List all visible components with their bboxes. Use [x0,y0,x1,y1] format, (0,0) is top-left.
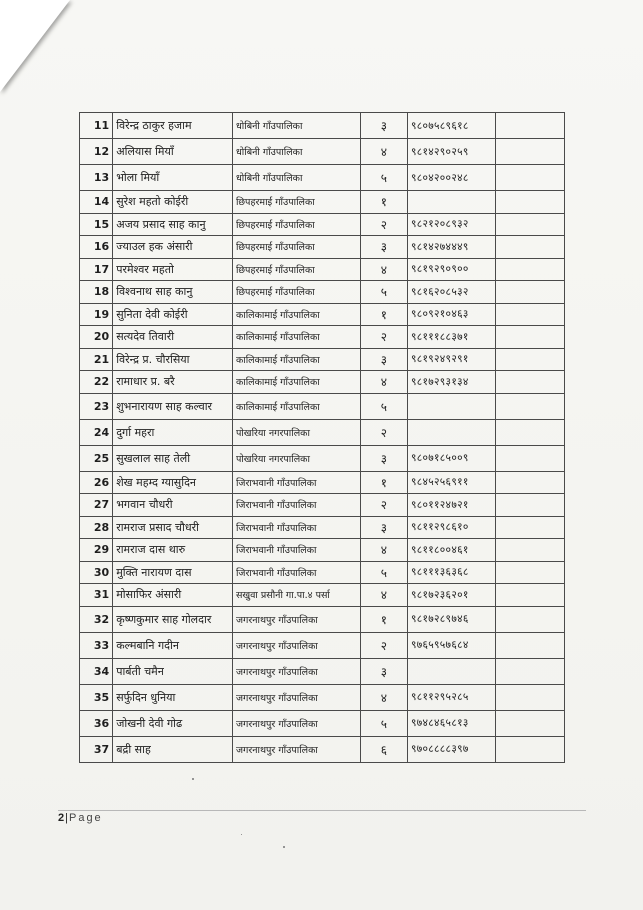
ward-cell: ५ [360,165,407,191]
municipality-cell: जिराभवानी गाँउपालिका [232,494,360,517]
name-cell: कृष्णकुमार साह गोलदार [113,606,233,632]
municipality-cell: जिराभवानी गाँउपालिका [232,516,360,539]
blank-cell [495,445,564,471]
serial-number-cell: 36 [80,710,113,736]
name-cell: सुखलाल साह तेली [113,445,233,471]
municipality-cell: जगरनाथपुर गाँउपालिका [232,606,360,632]
blank-cell [495,494,564,517]
phone-cell: ९८०७५८९६१८ [408,113,496,139]
ward-cell: १ [360,191,407,214]
blank-cell [495,236,564,259]
name-cell: अजय प्रसाद साह कानु [113,213,233,236]
serial-number-cell: 31 [80,584,113,607]
phone-cell: ९८०४२००२४८ [408,165,496,191]
serial-number-cell: 16 [80,236,113,259]
municipality-cell: पोखरिया नगरपालिका [232,445,360,471]
serial-number-cell: 23 [80,393,113,419]
serial-number-cell: 25 [80,445,113,471]
serial-number-cell: 35 [80,684,113,710]
name-cell: भगवान चौधरी [113,494,233,517]
municipality-cell: छिपहरमाई गाँउपालिका [232,213,360,236]
name-cell: सुनिता देवी कोईरी [113,303,233,326]
ward-cell: ३ [360,516,407,539]
phone-cell: ९८४५२५६९११ [408,471,496,494]
phone-cell: ९८२१२०८९३२ [408,213,496,236]
blank-cell [495,326,564,349]
ward-cell: ५ [360,281,407,304]
name-cell: मोसाफिर अंसारी [113,584,233,607]
ward-cell: ४ [360,258,407,281]
serial-number-cell: 17 [80,258,113,281]
ward-cell: ४ [360,139,407,165]
table-row [80,139,565,165]
table-row [80,658,565,684]
blank-cell [495,584,564,607]
name-cell: सुरेश महतो कोईरी [113,191,233,214]
phone-cell [408,419,496,445]
municipality-cell: छिपहरमाई गाँउपालिका [232,191,360,214]
page-number: 2 [58,812,65,824]
footer-rule [58,810,586,811]
ward-cell: २ [360,632,407,658]
table-row [80,113,565,139]
blank-cell [495,258,564,281]
ward-cell: ५ [360,561,407,584]
blank-cell [495,139,564,165]
municipality-cell: धोबिनी गाँउपालिका [232,165,360,191]
blank-cell [495,658,564,684]
serial-number-cell: 24 [80,419,113,445]
table-row [80,258,565,281]
table-row [80,516,565,539]
blank-cell [495,471,564,494]
name-cell: रामराज दास थारु [113,539,233,562]
name-cell: विश्वनाथ साह कानु [113,281,233,304]
table-row [80,494,565,517]
ward-cell: ३ [360,113,407,139]
municipality-cell: कालिकामाई गाँउपालिका [232,326,360,349]
name-cell: विरेन्द्र प्र. चौरसिया [113,348,233,371]
table-row [80,684,565,710]
name-cell: पार्बती चमैन [113,658,233,684]
table-row [80,419,565,445]
municipality-cell: कालिकामाई गाँउपालिका [232,393,360,419]
name-cell: कल्मबानि गदीन [113,632,233,658]
serial-number-cell: 18 [80,281,113,304]
table-row [80,445,565,471]
municipality-cell: जिराभवानी गाँउपालिका [232,471,360,494]
phone-cell: ९७४८४६५८१३ [408,710,496,736]
ward-cell: ६ [360,736,407,762]
phone-cell [408,393,496,419]
ward-cell: ४ [360,371,407,394]
blank-cell [495,710,564,736]
name-cell: रामराज प्रसाद चौधरी [113,516,233,539]
blank-cell [495,684,564,710]
blank-cell [495,539,564,562]
blank-cell [495,736,564,762]
table-row [80,348,565,371]
name-cell: दुर्गा महरा [113,419,233,445]
ward-cell: १ [360,606,407,632]
serial-number-cell: 11 [80,113,113,139]
serial-number-cell: 32 [80,606,113,632]
name-cell: सर्फुदिन धुनिया [113,684,233,710]
table-row [80,736,565,762]
ward-cell: ४ [360,539,407,562]
name-cell: शेख महम्द ग्यासुदिन [113,471,233,494]
municipality-cell: छिपहरमाई गाँउपालिका [232,281,360,304]
municipality-cell: कालिकामाई गाँउपालिका [232,348,360,371]
phone-cell: ९८१९२९०९०० [408,258,496,281]
municipality-cell: धोबिनी गाँउपालिका [232,139,360,165]
ward-cell: ५ [360,710,407,736]
serial-number-cell: 33 [80,632,113,658]
name-cell: ज्याउल हक अंसारी [113,236,233,259]
phone-cell: ९७६५९५७६८४ [408,632,496,658]
name-cell: विरेन्द्र ठाकुर हजाम [113,113,233,139]
name-cell: भोला मियाँ [113,165,233,191]
table-row [80,165,565,191]
table-row [80,281,565,304]
municipality-cell: जिराभवानी गाँउपालिका [232,561,360,584]
scan-speck [283,846,285,848]
ward-cell: २ [360,213,407,236]
blank-cell [495,632,564,658]
ward-cell: १ [360,303,407,326]
municipality-cell: जगरनाथपुर गाँउपालिका [232,658,360,684]
contact-roster-table [79,112,565,763]
roster-table-body [80,113,565,763]
table-row [80,471,565,494]
blank-cell [495,165,564,191]
municipality-cell: धोबिनी गाँउपालिका [232,113,360,139]
blank-cell [495,606,564,632]
table-row [80,393,565,419]
table-row [80,584,565,607]
serial-number-cell: 29 [80,539,113,562]
table-row [80,561,565,584]
phone-cell: ९८१९२४९२९१ [408,348,496,371]
table-row [80,371,565,394]
blank-cell [495,113,564,139]
serial-number-cell: 26 [80,471,113,494]
municipality-cell: पोखरिया नगरपालिका [232,419,360,445]
phone-cell: ९८१४२७४४४९ [408,236,496,259]
ward-cell: ५ [360,393,407,419]
phone-cell: ९८०११२४७२१ [408,494,496,517]
ward-cell: २ [360,419,407,445]
serial-number-cell: 15 [80,213,113,236]
municipality-cell: सखुवा प्रसौनी गा.पा.४ पर्सा [232,584,360,607]
phone-cell: ९८१११३६३६८ [408,561,496,584]
name-cell: रामाधार प्र. बरै [113,371,233,394]
ward-cell: २ [360,494,407,517]
ward-cell: ४ [360,684,407,710]
blank-cell [495,516,564,539]
phone-cell: ९८१४२९०२५९ [408,139,496,165]
phone-cell [408,191,496,214]
serial-number-cell: 30 [80,561,113,584]
ward-cell: २ [360,326,407,349]
table-row [80,632,565,658]
phone-cell: ९८०९२१०४६३ [408,303,496,326]
table-row [80,606,565,632]
serial-number-cell: 20 [80,326,113,349]
page-separator: | [65,812,68,824]
blank-cell [495,561,564,584]
phone-cell: ९८११२९५२८५ [408,684,496,710]
municipality-cell: छिपहरमाई गाँउपालिका [232,258,360,281]
serial-number-cell: 14 [80,191,113,214]
phone-cell: ९८११८००४६१ [408,539,496,562]
serial-number-cell: 19 [80,303,113,326]
scan-speck [192,778,194,780]
municipality-cell: कालिकामाई गाँउपालिका [232,371,360,394]
phone-cell: ९८११२९८६१० [408,516,496,539]
serial-number-cell: 27 [80,494,113,517]
table-row [80,326,565,349]
phone-cell: ९८१७२८९७४६ [408,606,496,632]
serial-number-cell: 28 [80,516,113,539]
blank-cell [495,303,564,326]
scan-speck [241,834,242,835]
table-row [80,303,565,326]
ward-cell: ३ [360,348,407,371]
serial-number-cell: 12 [80,139,113,165]
phone-cell: ९८१६२०८५३२ [408,281,496,304]
municipality-cell: जगरनाथपुर गाँउपालिका [232,632,360,658]
ward-cell: १ [360,471,407,494]
ward-cell: ३ [360,658,407,684]
folded-corner [0,0,70,92]
municipality-cell: जिराभवानी गाँउपालिका [232,539,360,562]
name-cell: जोखनी देवी गोढ [113,710,233,736]
table-row [80,191,565,214]
name-cell: मुक्ति नारायण दास [113,561,233,584]
phone-cell: ९८१७२३६२०१ [408,584,496,607]
serial-number-cell: 22 [80,371,113,394]
ward-cell: ३ [360,445,407,471]
blank-cell [495,348,564,371]
name-cell: सत्यदेव तिवारी [113,326,233,349]
municipality-cell: छिपहरमाई गाँउपालिका [232,236,360,259]
blank-cell [495,419,564,445]
phone-cell [408,658,496,684]
table-row [80,710,565,736]
municipality-cell: जगरनाथपुर गाँउपालिका [232,736,360,762]
phone-cell: ९८०७१८५००९ [408,445,496,471]
blank-cell [495,281,564,304]
municipality-cell: कालिकामाई गाँउपालिका [232,303,360,326]
ward-cell: ३ [360,236,407,259]
phone-cell: ९८१११८८३७१ [408,326,496,349]
serial-number-cell: 34 [80,658,113,684]
blank-cell [495,191,564,214]
serial-number-cell: 21 [80,348,113,371]
phone-cell: ९८१७२९३१३४ [408,371,496,394]
name-cell: परमेश्वर महतो [113,258,233,281]
blank-cell [495,213,564,236]
table-row [80,539,565,562]
blank-cell [495,371,564,394]
table-row [80,213,565,236]
name-cell: बद्री साह [113,736,233,762]
municipality-cell: जगरनाथपुर गाँउपालिका [232,684,360,710]
page-label: Page [68,812,103,824]
page-footer [58,812,103,824]
table-row [80,236,565,259]
municipality-cell: जगरनाथपुर गाँउपालिका [232,710,360,736]
name-cell: शुभनारायण साह कल्वार [113,393,233,419]
serial-number-cell: 13 [80,165,113,191]
serial-number-cell: 37 [80,736,113,762]
name-cell: अलियास मियाँ [113,139,233,165]
phone-cell: ९७०८८८८३९७ [408,736,496,762]
ward-cell: ४ [360,584,407,607]
blank-cell [495,393,564,419]
